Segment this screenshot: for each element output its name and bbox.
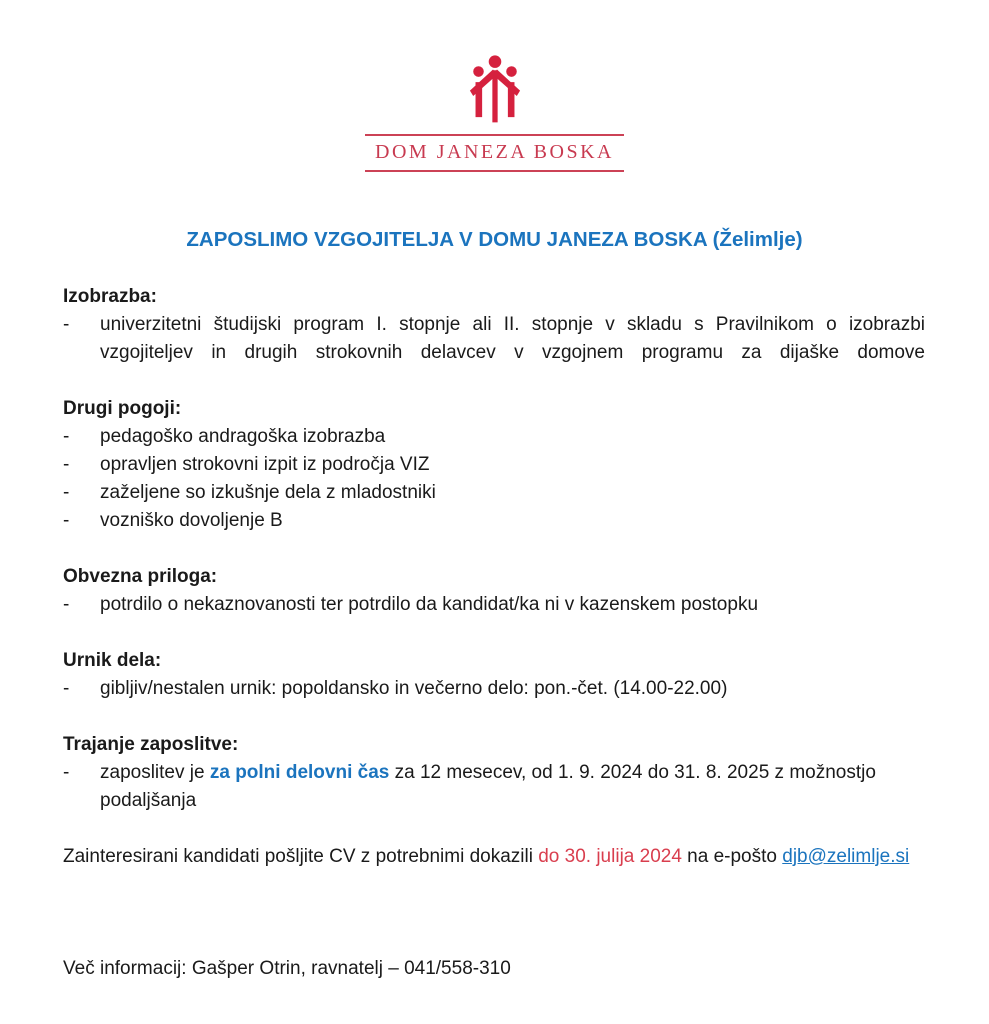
list-item-text: vozniško dovoljenje B (100, 510, 283, 531)
logo (365, 54, 624, 172)
deadline-text: do 30. julija 2024 (538, 846, 682, 867)
section-heading-obvezna-priloga: Obvezna priloga: (63, 566, 218, 587)
bullet-dash (63, 675, 100, 703)
list-item-text: pedagoško andragoška izobrazba (100, 426, 386, 447)
list-item-text: potrdilo o nekaznovanosti ter potrdilo da kandidat/ka ni v kazenskem postopku (100, 594, 759, 615)
list-item (63, 591, 925, 619)
bullet-dash (63, 479, 100, 507)
bullet-dash (63, 423, 100, 451)
section-heading-trajanje-zaposlitve: Trajanje zaposlitve: (63, 734, 239, 755)
email-link[interactable]: djb@zelimlje.si (782, 846, 910, 867)
list-item-text: univerzitetni študijski program I. stopnje ali II. stopnje v skladu s Pravilnikom o izobrazbi vzgojiteljev in drugih strokovnih delavcev v vzgojnem programu za dijaške domove (100, 314, 925, 363)
bullet-dash (63, 311, 100, 367)
list-item (63, 759, 925, 815)
bullet-dash (63, 591, 100, 619)
section-heading-drugi-pogoji: Drugi pogoji: (63, 398, 182, 419)
list-item-text: zaželjene so izkušnje dela z mladostniki (100, 482, 436, 503)
list-item-text (100, 759, 925, 815)
page-title: ZAPOSLIMO VZGOJITELJA V DOMU JANEZA BOSKA (Želimlje) (186, 228, 803, 251)
list-item (63, 479, 925, 507)
bullet-dash (63, 451, 100, 479)
list-item (63, 507, 925, 535)
list-item (63, 675, 925, 703)
section-heading-izobrazba: Izobrazba: (63, 286, 157, 307)
section-heading-urnik-dela: Urnik dela: (63, 650, 162, 671)
document-body (0, 283, 989, 983)
contact-info: Več informacij: Gašper Otrin, ravnatelj – 041/558-310 (63, 958, 511, 979)
list-item-text: gibljiv/nestalen urnik: popoldansko in večerno delo: pon.-čet. (14.00-22.00) (100, 678, 728, 699)
family-figures-icon (462, 54, 528, 130)
closing-pre-text: Zainteresirani kandidati pošljite CV z potrebnimi dokazili (63, 846, 539, 867)
bullet-dash (63, 507, 100, 535)
trajanje-post-text: za 12 mesecev, od 1. 9. 2024 do 31. 8. 2025 z možnostjo podaljšanja (100, 762, 876, 811)
bullet-dash (63, 759, 100, 815)
logo-name: DOM JANEZA BOSKA (375, 141, 614, 163)
closing-mid-text: na e-pošto (681, 846, 783, 867)
list-item-text: opravljen strokovni izpit iz področja VIZ (100, 454, 430, 475)
list-item (63, 311, 925, 367)
logo-text-block (365, 134, 624, 172)
trajanje-pre-text: zaposlitev je (100, 762, 210, 783)
header (0, 0, 989, 172)
list-item (63, 451, 925, 479)
closing-paragraph (63, 843, 925, 871)
list-item (63, 423, 925, 451)
full-time-highlight: za polni delovni čas (209, 762, 390, 783)
